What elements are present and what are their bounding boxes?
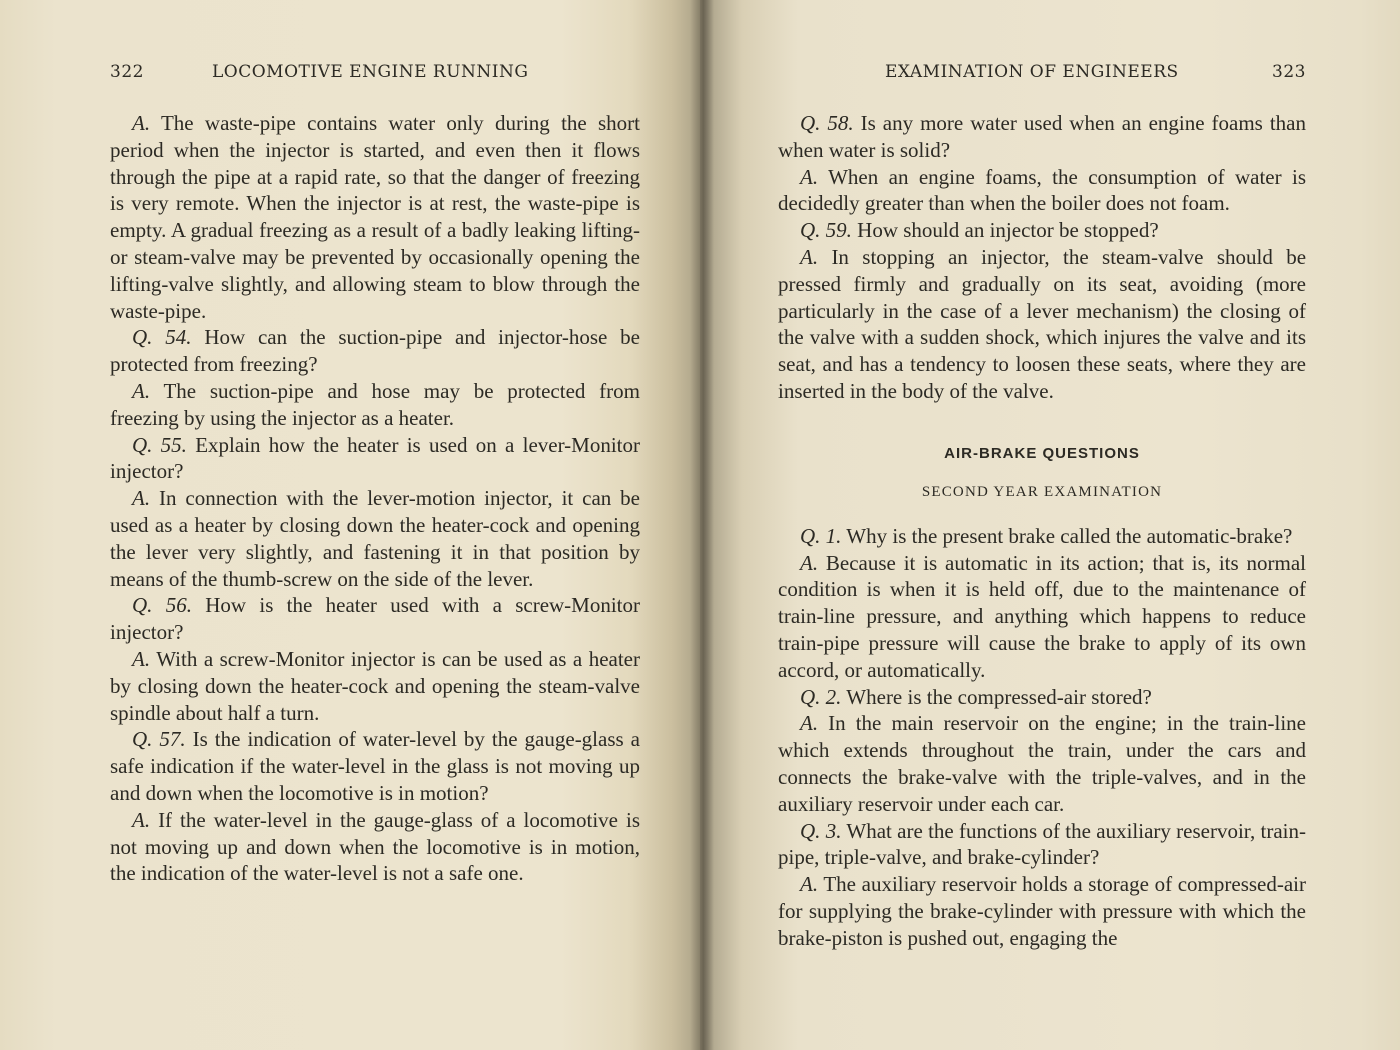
paragraph-text: Why is the present brake called the automatic-brake? bbox=[846, 523, 1293, 548]
right-text-after bbox=[778, 523, 1306, 952]
left-text-block bbox=[110, 110, 640, 887]
right-page bbox=[700, 0, 1400, 1050]
paragraph bbox=[778, 710, 1306, 817]
section-subheading: SECOND YEAR EXAMINATION bbox=[921, 483, 1163, 500]
paragraph bbox=[110, 378, 640, 432]
paragraph bbox=[110, 110, 640, 324]
paragraph-text: Where is the compressed-air stored? bbox=[846, 684, 1152, 709]
left-page-number: 322 bbox=[110, 62, 144, 82]
right-running-title: EXAMINATION OF ENGINEERS bbox=[885, 62, 1179, 82]
paragraph-label: A. bbox=[132, 378, 151, 403]
paragraph-text: With a screw-Monitor injector is can be used as a heater by closing down the heater-cock and opening the steam-valve spindle about half a turn. bbox=[110, 646, 640, 725]
paragraph-label: Q. 57. bbox=[132, 727, 186, 752]
paragraph-label: A. bbox=[132, 486, 151, 511]
paragraph-text: Because it is automatic in its action; that is, its normal condition is when it is held off, due to the maintenance of train-line pressure, and anything which happens to reduce train-pipe pressure will cause the brake to apply of its own accord, or automatically. bbox=[778, 550, 1306, 682]
paragraph-label: A. bbox=[800, 711, 819, 736]
paragraph bbox=[110, 807, 640, 887]
paragraph bbox=[110, 592, 640, 646]
paragraph-text: Is any more water used when an engine foams than when water is solid? bbox=[778, 111, 1306, 162]
paragraph bbox=[778, 110, 1306, 164]
right-page-number: 323 bbox=[1272, 62, 1306, 82]
paragraph-text: If the water-level in the gauge-glass of a locomotive is not moving up and down when the locomotive is in motion, the indication of the water-level is not a safe one. bbox=[110, 807, 640, 886]
paragraph-label: A. bbox=[132, 111, 151, 135]
right-text-before bbox=[778, 110, 1306, 405]
paragraph-label: Q. 54. bbox=[132, 325, 192, 350]
paragraph-label: Q. 55. bbox=[132, 432, 187, 457]
paragraph-text: In connection with the lever-motion injector, it can be used as a heater by closing down the heater-cock and opening the lever very slightly, and fastening it in that position by means of the thumb-screw on the side of the lever. bbox=[110, 486, 641, 591]
paragraph bbox=[110, 646, 640, 726]
right-text-block bbox=[778, 110, 1306, 952]
paragraph bbox=[778, 217, 1306, 244]
paragraph-label: A. bbox=[132, 807, 151, 832]
paragraph bbox=[778, 244, 1306, 405]
paragraph-text: How should an injector be stopped? bbox=[857, 218, 1159, 243]
paragraph bbox=[110, 485, 640, 592]
paragraph-text: How is the heater used with a screw-Monitor injector? bbox=[110, 593, 641, 645]
paragraph-text: When an engine foams, the consumption of water is decidedly greater than when the boiler does not foam. bbox=[778, 164, 1307, 216]
paragraph-text: Explain how the heater is used on a lever-Monitor injector? bbox=[110, 432, 640, 484]
paragraph bbox=[110, 432, 640, 486]
paragraph bbox=[778, 684, 1306, 711]
paragraph-label: A. bbox=[800, 164, 819, 189]
paragraph bbox=[110, 324, 640, 378]
paragraph-label: Q. 1. bbox=[800, 523, 842, 548]
paragraph-text: In the main reservoir on the engine; in the train-line which extends throughout the train, under the cars and connects the brake-valve with the triple-valves, and in the auxiliary reservoir under each car. bbox=[778, 711, 1307, 816]
paragraph-label: Q. 59. bbox=[800, 218, 852, 243]
paragraph-label: A. bbox=[800, 244, 819, 269]
section-heading: AIR-BRAKE QUESTIONS bbox=[944, 444, 1140, 462]
paragraph bbox=[110, 726, 640, 806]
paragraph-text: Is the indication of water-level by the gauge-glass a safe indication if the water-level in the glass is not moving up and down when the locomotive is in motion? bbox=[110, 727, 640, 805]
paragraph-label: Q. 2. bbox=[800, 684, 842, 709]
paragraph bbox=[778, 164, 1306, 218]
paragraph bbox=[778, 871, 1306, 951]
left-running-title: LOCOMOTIVE ENGINE RUNNING bbox=[212, 62, 529, 82]
paragraph-text: In stopping an injector, the steam-valve should be pressed firmly and gradually on its seat, avoiding (more particularly in the case of a lever mechanism) the closing of the valve with a sudden shock, which injures the valve and its seat, and has a tendency to loosen these seats, where they are inserted in the body of the valve. bbox=[778, 244, 1307, 403]
paragraph-text: The suction-pipe and hose may be protected from freezing by using the injector as a heater. bbox=[110, 378, 640, 430]
paragraph-text: The auxiliary reservoir holds a storage of compressed-air for supplying the brake-cylinder with pressure with which the brake-piston is pushed out, engaging the bbox=[778, 872, 1306, 950]
paragraph-label: Q. 58. bbox=[800, 111, 854, 135]
paragraph-text: How can the suction-pipe and injector-hose be protected from freezing? bbox=[110, 325, 640, 377]
paragraph-label: A. bbox=[800, 872, 819, 897]
paragraph-label: Q. 3. bbox=[800, 818, 842, 843]
paragraph-text: The waste-pipe contains water only during the short period when the injector is started, and even then it flows through the pipe at a rapid rate, so that the danger of freezing is very remote. When the injector is at rest, the waste-pipe is empty. A gradual freezing as a result of a badly leaking lifting- or steam-valve may be prevented by occasionally opening the lifting-valve slightly, and allowing steam to blow through the waste-pipe. bbox=[110, 111, 640, 323]
paragraph bbox=[778, 523, 1306, 550]
book-gutter-shadow bbox=[690, 0, 714, 1050]
paragraph-label: A. bbox=[800, 550, 819, 575]
paragraph bbox=[778, 550, 1306, 684]
paragraph-label: A. bbox=[132, 646, 151, 671]
paragraph bbox=[778, 818, 1306, 872]
paragraph-text: What are the functions of the auxiliary reservoir, train-pipe, triple-valve, and brake-cylinder? bbox=[778, 818, 1306, 870]
paragraph-label: Q. 56. bbox=[132, 593, 192, 618]
